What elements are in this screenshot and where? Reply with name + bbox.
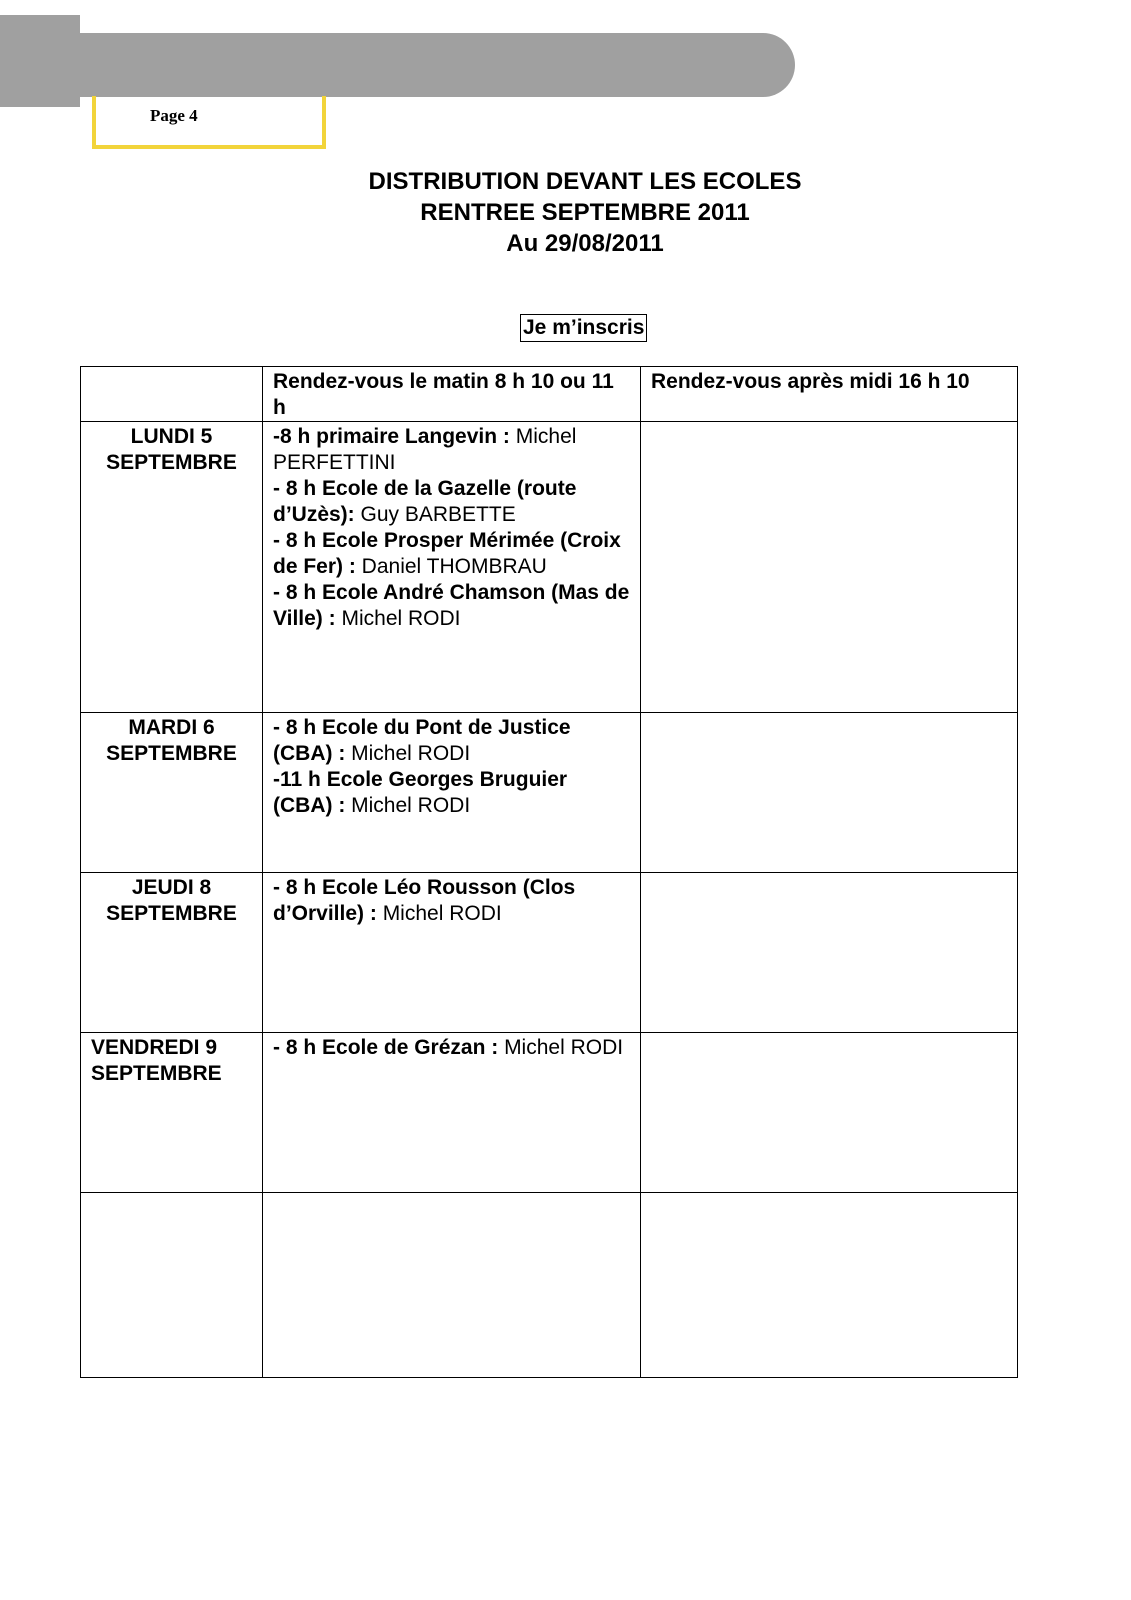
day-cell	[81, 713, 263, 873]
day-cell	[81, 1033, 263, 1193]
morning-cell	[263, 422, 641, 713]
list-item: -8 h primaire Langevin : Michel PERFETTINI	[273, 425, 577, 474]
day-label: JEUDI 8	[131, 876, 212, 899]
schedule-table	[80, 366, 1018, 1378]
header-corner-block	[0, 15, 80, 107]
page-number-box	[92, 96, 326, 149]
month-label: SEPTEMBRE	[106, 742, 237, 765]
day-cell	[81, 422, 263, 713]
morning-cell	[263, 873, 641, 1033]
title-line-2: RENTREE SEPTEMBRE 2011	[420, 199, 750, 226]
day-cell	[81, 873, 263, 1033]
table-row	[81, 1033, 1018, 1193]
morning-cell	[263, 713, 641, 873]
month-label: SEPTEMBRE	[106, 902, 237, 925]
document-title	[0, 166, 1131, 259]
month-label: SEPTEMBRE	[106, 451, 237, 474]
inscription-label: Je m’inscris	[520, 314, 647, 342]
page-number: Page 4	[150, 106, 198, 125]
afternoon-cell	[641, 713, 1018, 873]
list-item: -11 h Ecole Georges Bruguier (CBA) : Michel RODI	[273, 768, 568, 817]
day-label: LUNDI 5	[130, 425, 213, 448]
table-row	[81, 713, 1018, 873]
empty-table-row	[81, 1193, 1018, 1378]
header-bar	[80, 33, 795, 97]
table-row	[81, 873, 1018, 1033]
list-item: - 8 h Ecole du Pont de Justice (CBA) : Michel RODI	[273, 716, 571, 765]
list-item: - 8 h Ecole Prosper Mérimée (Croix de Fer) : Daniel THOMBRAU	[273, 529, 621, 578]
header-morning-cell: Rendez-vous le matin 8 h 10 ou 11 h	[263, 367, 641, 422]
list-item: - 8 h Ecole de la Gazelle (route d’Uzès): Guy BARBETTE	[273, 477, 577, 526]
list-item: - 8 h Ecole Léo Rousson (Clos d’Orville) : Michel RODI	[273, 876, 576, 925]
month-label: SEPTEMBRE	[91, 1062, 222, 1085]
list-item: - 8 h Ecole André Chamson (Mas de Ville) : Michel RODI	[273, 581, 630, 630]
day-label: VENDREDI 9	[91, 1036, 218, 1059]
title-line-1: DISTRIBUTION DEVANT LES ECOLES	[368, 168, 802, 195]
morning-cell	[263, 1033, 641, 1193]
afternoon-cell	[641, 873, 1018, 1033]
afternoon-cell	[641, 1033, 1018, 1193]
afternoon-cell	[641, 422, 1018, 713]
header-day-cell	[81, 367, 263, 422]
header-afternoon-cell: Rendez-vous après midi 16 h 10	[641, 367, 1018, 422]
empty-morning-cell	[263, 1193, 641, 1378]
empty-afternoon-cell	[641, 1193, 1018, 1378]
empty-day-cell	[81, 1193, 263, 1378]
table-row	[81, 422, 1018, 713]
table-header-row	[81, 367, 1018, 422]
list-item: - 8 h Ecole de Grézan : Michel RODI	[273, 1036, 624, 1059]
title-line-3: Au 29/08/2011	[506, 230, 664, 257]
day-label: MARDI 6	[128, 716, 215, 739]
